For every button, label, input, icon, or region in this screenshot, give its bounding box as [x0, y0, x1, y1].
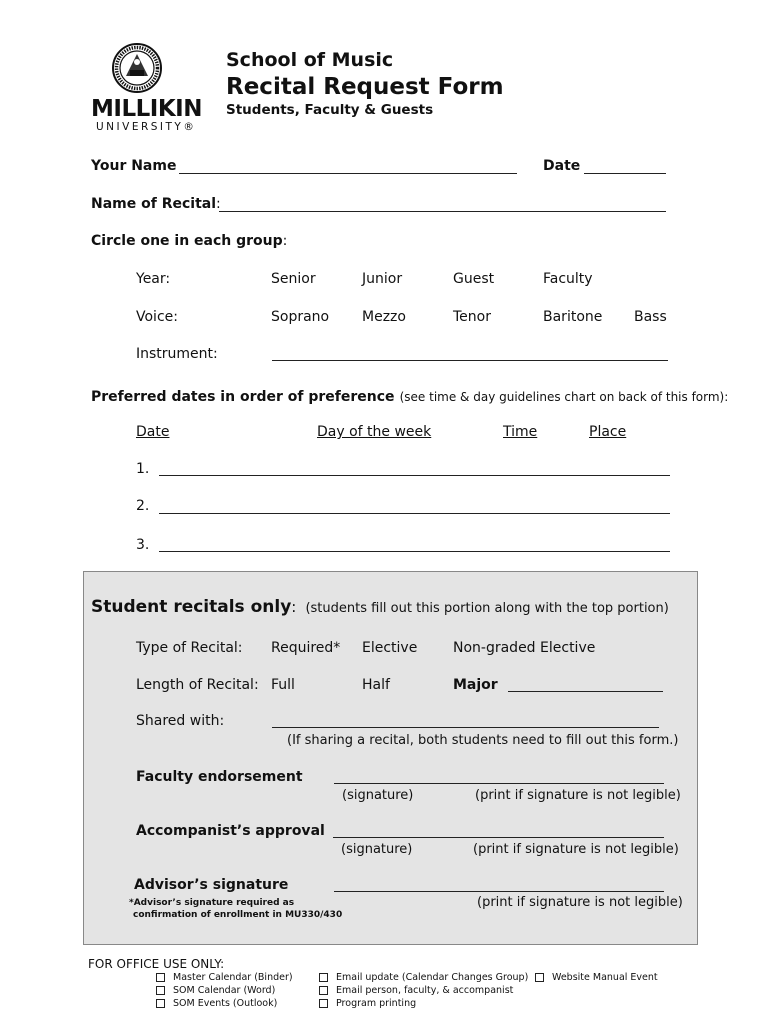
preference-row-field[interactable]: [159, 475, 670, 476]
year-label: Year:: [136, 271, 171, 287]
checkbox-icon[interactable]: [156, 986, 165, 995]
shared-with-field[interactable]: [272, 727, 659, 728]
date-label: Date: [543, 158, 581, 174]
your-name-field[interactable]: [179, 173, 517, 174]
year-option[interactable]: Guest: [453, 271, 495, 287]
office-checkbox-item[interactable]: Program printing: [319, 998, 416, 1009]
recital-length-option[interactable]: Half: [362, 677, 390, 693]
logo-wordmark: MILLIKIN: [91, 96, 202, 122]
major-field[interactable]: [508, 691, 663, 692]
accompanist-signature-field[interactable]: [333, 837, 664, 838]
preference-row-field[interactable]: [159, 513, 670, 514]
voice-option[interactable]: Baritone: [543, 309, 603, 325]
instrument-label: Instrument:: [136, 346, 218, 362]
print-caption: (print if signature is not legible): [477, 895, 683, 910]
recital-type-option[interactable]: Non-graded Elective: [453, 640, 596, 656]
checkbox-icon[interactable]: [156, 973, 165, 982]
year-option[interactable]: Junior: [362, 271, 403, 287]
office-checkbox-item[interactable]: Website Manual Event: [535, 972, 658, 983]
voice-option[interactable]: Soprano: [271, 309, 330, 325]
preference-row-number: 3.: [136, 537, 150, 553]
office-checkbox-item[interactable]: SOM Calendar (Word): [156, 985, 275, 996]
advisor-signature-field[interactable]: [334, 891, 664, 892]
checkbox-icon[interactable]: [319, 986, 328, 995]
faculty-endorsement-label: Faculty endorsement: [136, 769, 303, 785]
signature-caption: (signature): [342, 788, 414, 803]
shared-with-note: (If sharing a recital, both students need to fill out this form.): [287, 733, 679, 748]
advisor-signature-label: Advisor’s signature: [134, 877, 289, 893]
logo-subtitle: UNIVERSITY®: [96, 121, 197, 133]
voice-label: Voice:: [136, 309, 178, 325]
advisor-note: confirmation of enrollment in MU330/430: [133, 910, 343, 920]
preference-row-number: 2.: [136, 498, 150, 514]
date-field[interactable]: [584, 173, 666, 174]
voice-option[interactable]: Tenor: [453, 309, 491, 325]
recital-length-option[interactable]: Full: [271, 677, 295, 693]
column-header-place: Place: [589, 424, 627, 440]
column-header-date: Date: [136, 424, 170, 440]
advisor-note: *Advisor’s signature required as: [129, 898, 295, 908]
checkbox-icon[interactable]: [156, 999, 165, 1008]
voice-option[interactable]: Bass: [634, 309, 667, 325]
accompanist-approval-label: Accompanist’s approval: [136, 823, 325, 839]
recital-type-option[interactable]: Elective: [362, 640, 418, 656]
your-name-label: Your Name: [91, 158, 177, 174]
name-of-recital-field[interactable]: [219, 211, 666, 212]
print-caption: (print if signature is not legible): [475, 788, 681, 803]
recital-length-label: Length of Recital:: [136, 677, 259, 693]
voice-option[interactable]: Mezzo: [362, 309, 406, 325]
preference-row-field[interactable]: [159, 551, 670, 552]
signature-caption: (signature): [341, 842, 413, 857]
office-checkbox-item[interactable]: Email person, faculty, & accompanist: [319, 985, 513, 996]
student-section-heading: Student recitals only: (students fill out this portion along with the top portion): [91, 597, 669, 617]
instrument-field[interactable]: [272, 360, 668, 361]
form-title: Recital Request Form: [226, 74, 504, 100]
year-option[interactable]: Senior: [271, 271, 316, 287]
school-name: School of Music: [226, 49, 394, 71]
office-checkbox-item[interactable]: Email update (Calendar Changes Group): [319, 972, 528, 983]
circle-one-label: Circle one in each group:: [91, 233, 288, 249]
recital-type-label: Type of Recital:: [136, 640, 243, 656]
form-subtitle: Students, Faculty & Guests: [226, 102, 434, 118]
recital-type-option[interactable]: Required*: [271, 640, 341, 656]
print-caption: (print if signature is not legible): [473, 842, 679, 857]
office-checkbox-item[interactable]: Master Calendar (Binder): [156, 972, 293, 983]
name-of-recital-label: Name of Recital:: [91, 196, 221, 212]
preferred-dates-heading: Preferred dates in order of preference (see time & day guidelines chart on back of this form):: [91, 389, 729, 405]
office-checkbox-item[interactable]: SOM Events (Outlook): [156, 998, 277, 1009]
faculty-signature-field[interactable]: [334, 783, 664, 784]
recital-length-major-label[interactable]: Major: [453, 677, 498, 693]
checkbox-icon[interactable]: [319, 999, 328, 1008]
checkbox-icon[interactable]: [319, 973, 328, 982]
office-use-heading: FOR OFFICE USE ONLY:: [88, 957, 225, 971]
shared-with-label: Shared with:: [136, 713, 225, 729]
column-header-day: Day of the week: [317, 424, 432, 440]
university-seal-icon: [112, 42, 162, 94]
year-option[interactable]: Faculty: [543, 271, 593, 287]
column-header-time: Time: [503, 424, 538, 440]
checkbox-icon[interactable]: [535, 973, 544, 982]
preference-row-number: 1.: [136, 461, 150, 477]
